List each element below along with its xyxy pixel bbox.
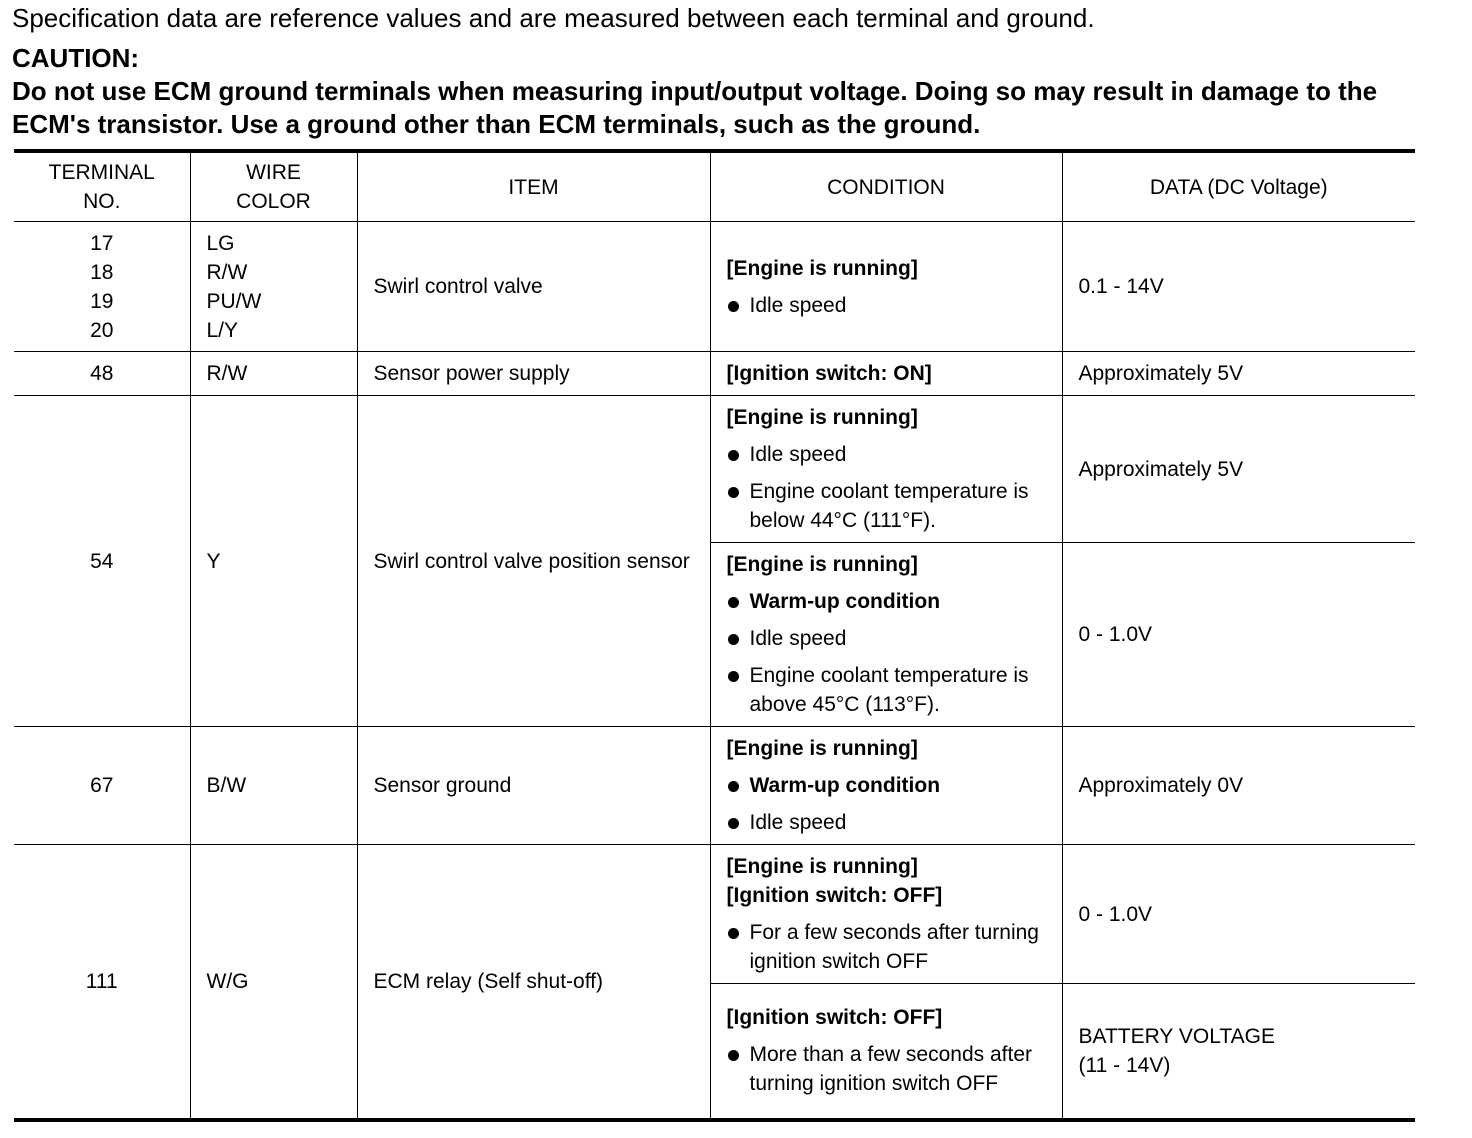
condition-cell: [Engine is running] Warm-up condition Idle speed	[710, 727, 1062, 845]
condition-cell: [Ignition switch: OFF] More than a few seconds after turning ignition switch OFF	[710, 984, 1062, 1120]
condition-cell: [Engine is running] Idle speed Engine coolant temperature is below 44°C (111°F).	[710, 396, 1062, 543]
table-row	[14, 727, 1415, 845]
terminal-no-cell: 111	[14, 845, 190, 1120]
wire-color-cell: Y	[190, 396, 357, 727]
header-data: DATA (DC Voltage)	[1062, 151, 1415, 222]
table-row	[14, 396, 1415, 543]
intro-text: Specification data are reference values and are measured between each terminal and ground.	[12, 3, 1095, 33]
data-cell: 0.1 - 14V	[1062, 222, 1415, 352]
terminal-no-cell: 17 18 19 20	[14, 222, 190, 352]
wire-color-cell: LG R/W PU/W L/Y	[190, 222, 357, 352]
table-row	[14, 222, 1415, 352]
header-condition: CONDITION	[710, 151, 1062, 222]
item-cell: Swirl control valve position sensor	[357, 396, 710, 727]
table-header-row	[14, 151, 1415, 222]
item-cell: Sensor ground	[357, 727, 710, 845]
data-cell: 0 - 1.0V	[1062, 543, 1415, 727]
condition-cell: [Engine is running] Idle speed	[710, 222, 1062, 352]
item-cell: Swirl control valve	[357, 222, 710, 352]
item-cell: ECM relay (Self shut-off)	[357, 845, 710, 1120]
wire-color-cell: R/W	[190, 352, 357, 396]
data-cell: 0 - 1.0V	[1062, 845, 1415, 984]
terminal-no-cell: 54	[14, 396, 190, 727]
condition-cell: [Ignition switch: ON]	[710, 352, 1062, 396]
header-wire-color: WIRE COLOR	[190, 151, 357, 222]
data-cell: Approximately 0V	[1062, 727, 1415, 845]
data-cell: Approximately 5V	[1062, 396, 1415, 543]
table-row	[14, 845, 1415, 984]
terminal-spec-table	[14, 149, 1415, 1122]
data-cell: Approximately 5V	[1062, 352, 1415, 396]
header-item: ITEM	[357, 151, 710, 222]
data-cell: BATTERY VOLTAGE (11 - 14V)	[1062, 984, 1415, 1120]
header-terminal-no: TERMINAL NO.	[14, 151, 190, 222]
condition-cell: [Engine is running] [Ignition switch: OFF] For a few seconds after turning ignition switch OFF	[710, 845, 1062, 984]
caution-title: CAUTION:	[12, 43, 140, 73]
caution-text: Do not use ECM ground terminals when measuring input/output voltage. Doing so may result in damage to the ECM's transistor. Use a ground other than ECM terminals, such as the ground.	[12, 76, 1378, 139]
wire-color-cell: W/G	[190, 845, 357, 1120]
terminal-no-cell: 67	[14, 727, 190, 845]
condition-cell: [Engine is running] Warm-up condition Idle speed Engine coolant temperature is above 45°C (113°F).	[710, 543, 1062, 727]
terminal-no-cell: 48	[14, 352, 190, 396]
item-cell: Sensor power supply	[357, 352, 710, 396]
table-row	[14, 352, 1415, 396]
wire-color-cell: B/W	[190, 727, 357, 845]
